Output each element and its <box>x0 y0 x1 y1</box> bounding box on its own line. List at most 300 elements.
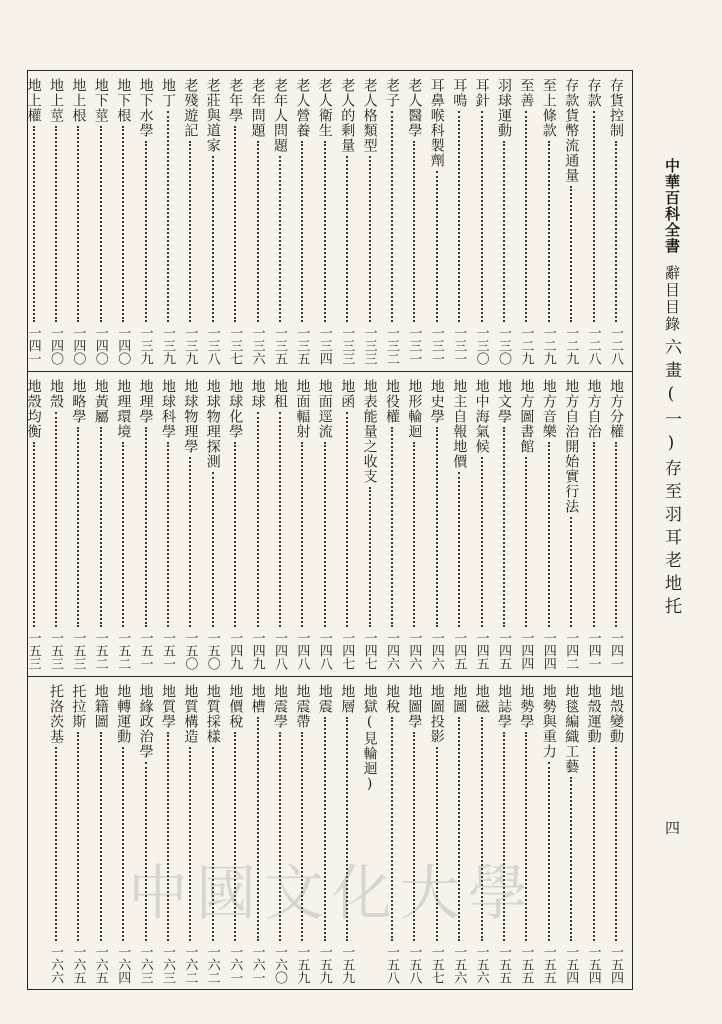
section-title: 辭目目錄 <box>663 265 681 333</box>
index-entry <box>135 678 156 988</box>
entry-title: 地方分權 <box>608 379 624 439</box>
index-entry <box>269 72 290 369</box>
leader-dots <box>55 747 57 941</box>
index-entry <box>381 373 402 674</box>
entry-title: 老年人問題 <box>272 78 288 153</box>
leader-dots <box>615 141 617 322</box>
entry-page-number: 一六二 <box>204 945 220 984</box>
index-entry <box>471 678 492 988</box>
leader-dots <box>324 141 326 322</box>
leader-dots <box>122 126 124 322</box>
entry-page-number: 一四八 <box>272 631 287 670</box>
library-watermark: 中國文化大學 <box>128 859 536 929</box>
entry-title: 老人衛生 <box>316 78 333 138</box>
leader-dots <box>77 126 79 322</box>
entry-page-number: 一五九 <box>294 945 310 984</box>
index-entry <box>314 373 335 674</box>
entry-title: 地轉運動 <box>115 684 132 744</box>
index-entry <box>493 72 514 369</box>
index-entry <box>135 373 156 674</box>
index-entry <box>605 678 626 988</box>
index-entry <box>45 373 66 674</box>
entry-title: 托拉斯 <box>70 684 87 729</box>
entry-title: 至善 <box>518 78 535 108</box>
leader-dots <box>100 732 102 941</box>
entry-title: 地勢與重力 <box>540 684 557 759</box>
index-entry <box>291 678 312 988</box>
entry-title: 托洛茨基 <box>48 684 64 744</box>
leader-dots <box>279 156 281 322</box>
entry-title: 地表能量之收支 <box>361 379 378 484</box>
entry-page-number: 一三〇 <box>496 326 511 365</box>
entry-title: 地球化學 <box>227 379 244 439</box>
leader-dots <box>234 442 236 627</box>
index-entry <box>493 373 514 674</box>
entry-page-number: 一四六 <box>384 631 399 670</box>
entry-page-number: 一五三 <box>25 631 41 670</box>
entry-page-number: 一五七 <box>428 945 444 984</box>
leader-dots <box>100 427 102 627</box>
index-entry <box>269 373 290 674</box>
entry-page-number: 一二九 <box>563 326 579 365</box>
entry-title: 地函 <box>339 379 356 409</box>
entry-title: 地球科學 <box>160 379 176 439</box>
leader-dots <box>391 427 393 627</box>
entry-page-number: 一六一 <box>227 945 243 984</box>
entry-page-number: 一五九 <box>339 945 355 984</box>
leader-dots <box>55 126 57 322</box>
entry-page-number: 一二九 <box>518 326 534 365</box>
entry-page-number: 一三四 <box>316 326 332 365</box>
index-entry <box>202 72 223 369</box>
index-entry <box>336 373 357 674</box>
entry-page-number: 一五三 <box>48 631 63 670</box>
index-entry <box>448 72 469 369</box>
entry-page-number: 一五六 <box>451 945 467 984</box>
entry-title: 地上權 <box>25 78 42 123</box>
entry-title: 存貨控制 <box>608 78 624 138</box>
leader-dots <box>481 457 483 627</box>
index-entry <box>605 373 626 674</box>
leader-dots <box>100 126 102 322</box>
entry-title: 地價稅 <box>227 684 244 729</box>
entry-page-number: 一三六 <box>249 326 265 365</box>
index-entry <box>359 678 380 988</box>
leader-dots <box>436 427 438 627</box>
index-entry <box>202 373 223 674</box>
index-entry <box>314 72 335 369</box>
index-entry <box>583 373 604 674</box>
leader-dots <box>369 487 371 627</box>
entry-page-number: 一三五 <box>294 326 310 365</box>
book-title: 中華百科全書 <box>663 158 681 254</box>
entry-title: 地方自治 <box>585 379 602 439</box>
leader-dots <box>525 457 527 627</box>
index-entry <box>493 678 514 988</box>
index-entry <box>112 678 133 988</box>
index-entry <box>112 72 133 369</box>
section-divider-2 <box>27 676 633 677</box>
leader-dots <box>570 186 572 322</box>
entry-title: 地面輻射 <box>294 379 311 439</box>
entry-page-number: 一五三 <box>70 631 86 670</box>
leader-dots <box>145 141 147 322</box>
entry-title: 地圖投影 <box>428 684 445 744</box>
index-entry <box>426 72 447 369</box>
entry-page-number: 一三三 <box>361 326 377 365</box>
index-entry <box>448 678 469 988</box>
entry-title: 地緣政治學 <box>137 684 154 759</box>
leader-dots <box>436 171 438 322</box>
entry-page-number: 一四六 <box>406 631 422 670</box>
index-entry <box>23 72 44 369</box>
index-entry <box>403 373 424 674</box>
entry-title: 地下根 <box>115 78 132 123</box>
index-entry <box>538 678 559 988</box>
entry-title: 地球 <box>249 379 266 409</box>
entry-page-number: 一五五 <box>518 945 534 984</box>
entry-title: 至上條款 <box>540 78 557 138</box>
index-entry <box>426 678 447 988</box>
entry-page-number: 一五四 <box>585 945 601 984</box>
index-entry <box>157 373 178 674</box>
leader-dots <box>346 412 348 627</box>
entry-page-number: 一四〇 <box>92 326 108 365</box>
entry-page-number: 一五〇 <box>204 631 220 670</box>
entry-page-number: 一六四 <box>115 945 131 984</box>
entry-page-number: 一五二 <box>92 631 108 670</box>
leader-dots <box>301 442 303 627</box>
leader-dots <box>503 141 505 322</box>
entry-title: 地圖 <box>451 684 468 714</box>
entry-page-number: 一五〇 <box>182 631 198 670</box>
index-entry <box>583 72 604 369</box>
leader-dots <box>257 141 259 322</box>
entry-page-number: 一四〇 <box>115 326 131 365</box>
entry-title: 地上根 <box>70 78 87 123</box>
leader-dots <box>122 747 124 941</box>
entry-page-number: 一六五 <box>92 945 108 984</box>
entry-title: 地文學 <box>496 379 512 424</box>
entry-page-number: 一四六 <box>428 631 444 670</box>
index-entry <box>583 678 604 988</box>
entry-title: 老莊與道家 <box>204 78 221 153</box>
index-entry <box>515 72 536 369</box>
entry-page-number: 一四〇 <box>70 326 86 365</box>
entry-title: 存款 <box>585 78 602 108</box>
entry-title: 地稅 <box>384 684 400 714</box>
entry-title: 地層 <box>339 684 356 714</box>
entry-title: 地丁 <box>160 78 176 108</box>
entry-title: 地黃屬 <box>92 379 109 424</box>
index-entry <box>291 373 312 674</box>
entry-title: 地殼運動 <box>585 684 602 744</box>
index-entry <box>515 373 536 674</box>
leader-dots <box>167 111 169 322</box>
entry-page-number: 一四五 <box>496 631 511 670</box>
entry-page-number: 一六三 <box>160 945 175 984</box>
leader-dots <box>369 156 371 322</box>
entry-page-number: 一五八 <box>384 945 399 984</box>
entry-title: 地殼 <box>48 379 64 409</box>
entry-page-number: 一四二 <box>563 631 579 670</box>
leader-dots <box>413 442 415 627</box>
leader-dots <box>525 111 527 322</box>
entry-page-number: 一三〇 <box>473 326 489 365</box>
index-entry <box>359 72 380 369</box>
entry-page-number: 一六〇 <box>272 945 287 984</box>
index-entry <box>560 72 581 369</box>
leader-dots <box>145 427 147 627</box>
leader-dots <box>212 472 214 627</box>
leader-dots <box>346 156 348 322</box>
index-entry <box>560 678 581 988</box>
entry-title: 老人營養 <box>294 78 311 138</box>
entry-page-number: 一四七 <box>361 631 377 670</box>
entry-title: 羽球運動 <box>496 78 512 138</box>
index-entry <box>538 373 559 674</box>
index-entry <box>403 72 424 369</box>
index-entry <box>157 72 178 369</box>
index-entry <box>67 678 88 988</box>
entry-page-number: 一三九 <box>137 326 153 365</box>
leader-dots <box>212 156 214 322</box>
entry-title: 地震帶 <box>294 684 311 729</box>
leader-dots <box>189 457 191 627</box>
page-range: 六畫(一)存至羽耳老地托 <box>661 338 681 620</box>
index-entry <box>90 72 111 369</box>
index-entry <box>90 678 111 988</box>
leader-dots <box>301 141 303 322</box>
entry-page-number: 一六一 <box>249 945 265 984</box>
entry-page-number: 一三三 <box>339 326 355 365</box>
entry-page-number: 一四八 <box>316 631 332 670</box>
entry-title: 耳鼻喉科製劑 <box>428 78 445 168</box>
entry-page-number: 一四九 <box>227 631 243 670</box>
leader-dots <box>548 141 550 322</box>
entry-page-number: 一二八 <box>585 326 601 365</box>
index-entry <box>67 72 88 369</box>
entry-title: 存款貨幣流通量 <box>563 78 580 183</box>
entry-page-number: 一二九 <box>540 326 556 365</box>
leader-dots <box>593 111 595 322</box>
entry-page-number: 一五九 <box>316 945 332 984</box>
leader-dots <box>55 412 57 627</box>
entry-title: 地方圖書館 <box>518 379 535 454</box>
entry-page-number: 一五四 <box>563 945 579 984</box>
entry-title: 地方音樂 <box>540 379 557 439</box>
entry-title: 地質學 <box>160 684 176 729</box>
index-entry <box>336 678 357 988</box>
index-entry <box>359 373 380 674</box>
index-entry <box>247 678 268 988</box>
entry-title: 老年學 <box>227 78 244 123</box>
leader-dots <box>77 732 79 941</box>
entry-page-number: 一三一 <box>451 326 467 365</box>
leader-dots <box>167 442 169 627</box>
entry-title: 地圖學 <box>406 684 423 729</box>
index-entry <box>314 678 335 988</box>
entry-page-number: 一五四 <box>608 945 623 984</box>
entry-page-number: 一三一 <box>428 326 444 365</box>
entry-page-number: 一四四 <box>540 631 556 670</box>
entry-title: 老殘遊記 <box>182 78 199 138</box>
entry-title: 地磁 <box>473 684 490 714</box>
entry-page-number: 一二八 <box>608 326 623 365</box>
leader-dots <box>413 141 415 322</box>
entry-page-number: 一四一 <box>25 326 41 365</box>
leader-dots <box>570 517 572 627</box>
entry-title: 地殼變動 <box>608 684 624 744</box>
entry-page-number: 一四八 <box>294 631 310 670</box>
entry-page-number: 一四一 <box>608 631 623 670</box>
entry-title: 地理環境 <box>115 379 132 439</box>
leader-dots <box>391 111 393 322</box>
entry-title: 老年問題 <box>249 78 266 138</box>
entry-page-number: 一六三 <box>137 945 153 984</box>
index-entry <box>605 72 626 369</box>
entry-page-number: 一四九 <box>249 631 265 670</box>
index-section-3 <box>28 678 632 988</box>
index-entry <box>247 373 268 674</box>
entry-title: 地下莖 <box>92 78 109 123</box>
entry-page-number: 一五五 <box>540 945 556 984</box>
entry-title: 地役權 <box>384 379 400 424</box>
index-entry <box>560 373 581 674</box>
entry-title: 地毯編織工藝 <box>563 684 580 774</box>
entry-title: 地球物理學 <box>182 379 199 454</box>
entry-page-number: 一五二 <box>115 631 131 670</box>
entry-page-number: 一三九 <box>160 326 175 365</box>
entry-title: 地略學 <box>70 379 87 424</box>
index-entry <box>336 72 357 369</box>
index-entry <box>448 373 469 674</box>
entry-page-number: 一三九 <box>182 326 198 365</box>
index-entry <box>202 678 223 988</box>
entry-title: 地形輪迴 <box>406 379 423 439</box>
entry-title: 地震 <box>316 684 333 714</box>
index-entry <box>23 373 44 674</box>
entry-title: 地上莖 <box>48 78 64 123</box>
entry-page-number: 一四五 <box>451 631 467 670</box>
index-entry <box>224 678 245 988</box>
index-entry <box>381 72 402 369</box>
index-entry <box>538 72 559 369</box>
entry-title: 老子 <box>384 78 400 108</box>
entry-title: 地中海氣候 <box>473 379 490 454</box>
entry-title: 地誌學 <box>496 684 512 729</box>
index-entry <box>224 72 245 369</box>
entry-title: 地勢學 <box>518 684 535 729</box>
entry-title: 地租 <box>272 379 288 409</box>
leader-dots <box>33 126 35 322</box>
entry-page-number: 一六五 <box>70 945 86 984</box>
section-divider-1 <box>27 371 633 372</box>
index-section-1 <box>25 72 632 369</box>
entry-title: 地槽 <box>249 684 266 714</box>
leader-dots <box>122 442 124 627</box>
leader-dots <box>324 442 326 627</box>
index-entry <box>45 678 66 988</box>
entry-title: 地面逕流 <box>316 379 333 439</box>
index-entry <box>45 72 66 369</box>
leader-dots <box>481 111 483 322</box>
index-entry <box>291 72 312 369</box>
entry-title: 地籍圖 <box>92 684 109 729</box>
entry-page-number: 一四〇 <box>48 326 63 365</box>
entry-page-number: 一五五 <box>496 945 511 984</box>
entry-title: 地史學 <box>428 379 445 424</box>
entry-page-number: 一三八 <box>204 326 220 365</box>
entry-title: 耳針 <box>473 78 490 108</box>
leader-dots <box>189 141 191 322</box>
leader-dots <box>593 442 595 627</box>
leader-dots <box>503 427 505 627</box>
index-entry <box>67 373 88 674</box>
leader-dots <box>548 442 550 627</box>
entry-page-number: 一三一 <box>406 326 422 365</box>
entry-title: 老人格類型 <box>361 78 378 153</box>
index-entry <box>247 72 268 369</box>
entry-title: 老人的剩量 <box>339 78 356 153</box>
index-entry <box>135 72 156 369</box>
index-entry <box>179 72 200 369</box>
entry-title: 地質構造 <box>182 684 199 744</box>
index-section-2 <box>25 373 632 674</box>
entry-title: 地球物理探測 <box>204 379 221 469</box>
entry-page-number: 一三七 <box>227 326 243 365</box>
index-entry <box>179 678 200 988</box>
entry-page-number: 一六二 <box>182 945 198 984</box>
entry-page-number: 一三五 <box>272 326 287 365</box>
entry-title: 地方自治開始實行法 <box>563 379 580 514</box>
index-entry <box>471 373 492 674</box>
entry-page-number: 一五一 <box>137 631 153 670</box>
index-entry <box>426 373 447 674</box>
index-entry <box>515 678 536 988</box>
entry-page-number: 一四四 <box>518 631 534 670</box>
leader-dots <box>615 442 617 627</box>
entry-page-number: 一五八 <box>406 945 422 984</box>
entry-title: 地主自報地價 <box>451 379 468 469</box>
entry-title: 地質採樣 <box>204 684 221 744</box>
entry-title: 地震學 <box>272 684 288 729</box>
leader-dots <box>77 427 79 627</box>
entry-title: 地殼均衡 <box>25 379 42 439</box>
entry-page-number: 一四五 <box>473 631 489 670</box>
entry-page-number: 一五六 <box>473 945 489 984</box>
entry-title: 地理學 <box>137 379 154 424</box>
index-entry <box>90 373 111 674</box>
entry-page-number: 一三二 <box>384 326 399 365</box>
index-entry <box>157 678 178 988</box>
leader-dots <box>458 472 460 627</box>
index-entry <box>381 678 402 988</box>
index-entry <box>471 72 492 369</box>
index-entry <box>403 678 424 988</box>
index-entry <box>224 373 245 674</box>
page-number: 四 <box>663 820 681 835</box>
entry-title: 地下水學 <box>137 78 154 138</box>
entry-page-number: 一六六 <box>48 945 63 984</box>
leader-dots <box>458 111 460 322</box>
leader-dots <box>33 442 35 627</box>
leader-dots <box>257 412 259 627</box>
index-entry <box>112 373 133 674</box>
entry-page-number: 一五一 <box>160 631 175 670</box>
entry-page-number: 一四一 <box>585 631 601 670</box>
entry-title: 地獄(見輪迴) <box>361 684 378 793</box>
